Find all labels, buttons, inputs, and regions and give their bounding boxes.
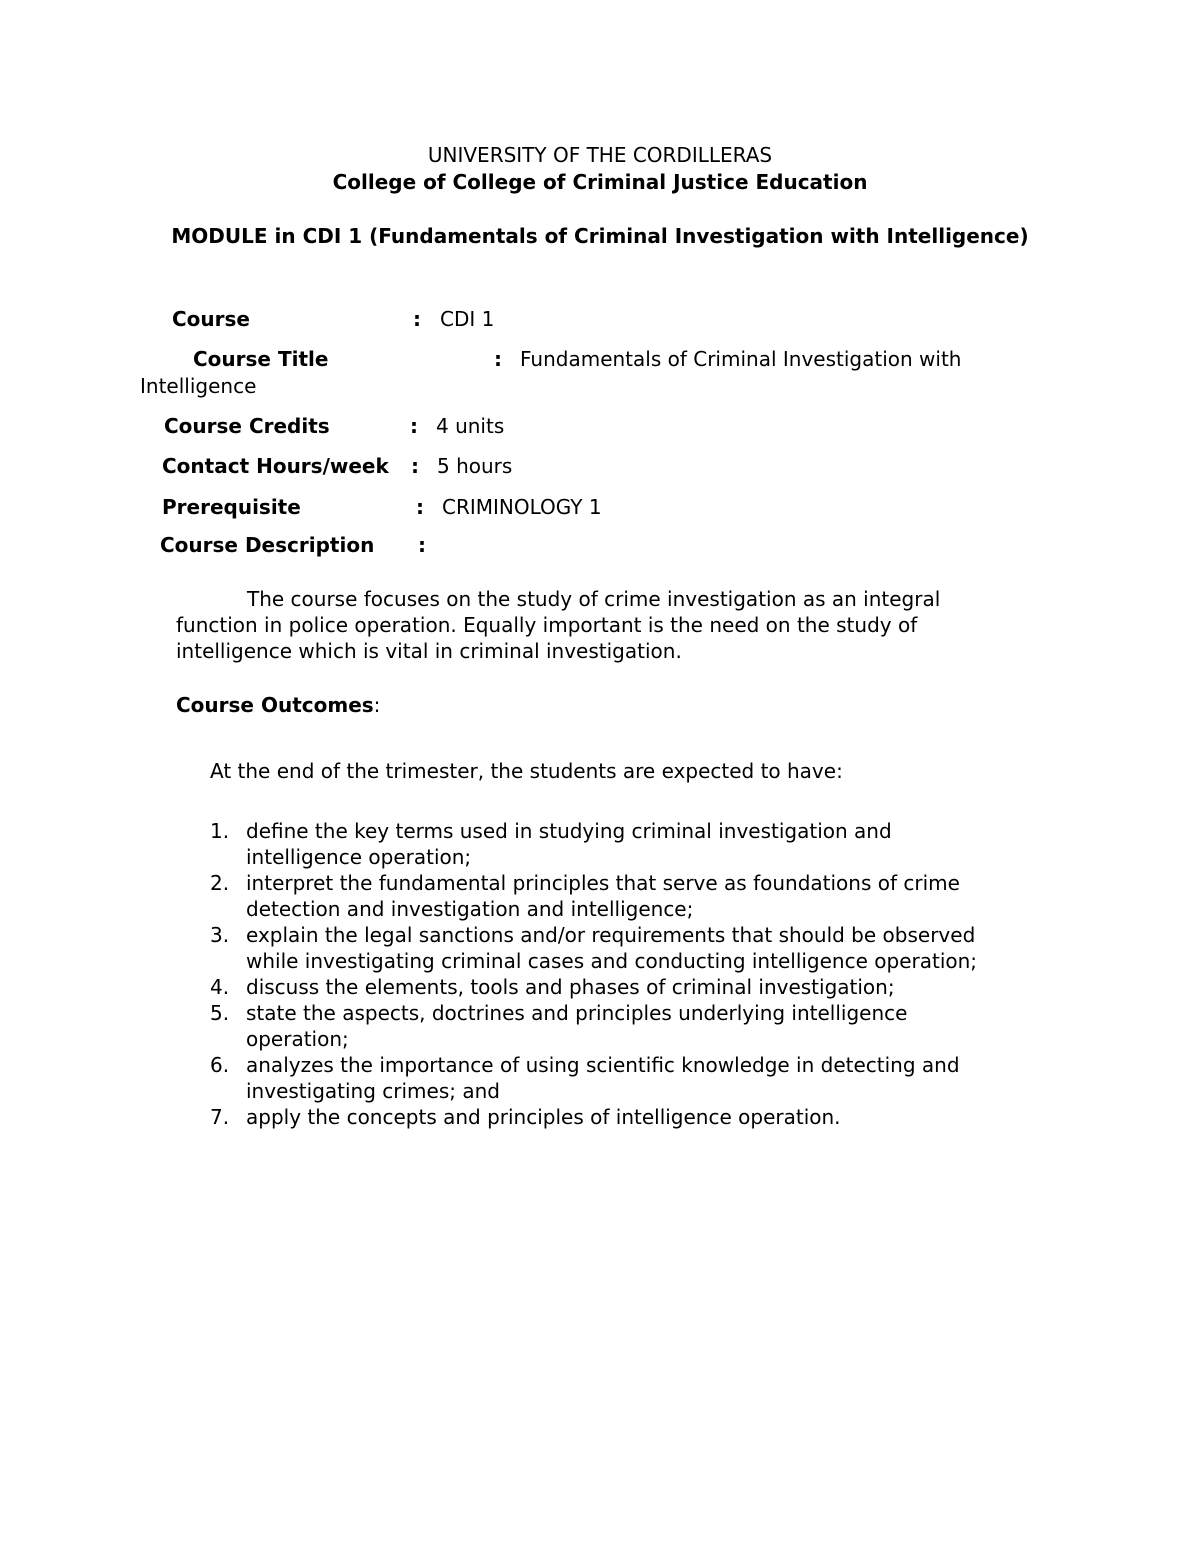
list-item-text: discuss the elements, tools and phases of criminal investigation; — [246, 975, 895, 999]
description-line: The course focuses on the study of crime investigation as an integral — [247, 587, 941, 611]
course-description-text — [176, 586, 1036, 664]
course-title-value-continued: Intelligence — [140, 374, 257, 398]
list-item-text: define the key terms used in studying criminal investigation and intelligence operation; — [246, 819, 892, 869]
list-item — [176, 1000, 1056, 1052]
module-title: MODULE in CDI 1 (Fundamentals of Criminal Investigation with Intelligence) — [171, 224, 1029, 248]
list-item — [176, 1052, 1056, 1104]
course-description-label: Course Description — [160, 533, 375, 557]
course-colon: : — [413, 307, 421, 331]
outcomes-list — [176, 818, 1056, 1130]
course-value: CDI 1 — [440, 307, 495, 331]
list-item-text: state the aspects, doctrines and principles underlying intelligence operation; — [246, 1001, 908, 1051]
description-line: intelligence which is vital in criminal investigation. — [176, 639, 682, 663]
course-outcomes-heading-text: Course Outcomes — [176, 693, 374, 717]
prerequisite-colon: : — [416, 495, 424, 519]
description-line: function in police operation. Equally important is the need on the study of — [176, 613, 918, 637]
college-name: College of College of Criminal Justice Education — [332, 170, 868, 194]
course-outcomes-heading-suffix: : — [373, 693, 381, 717]
list-item — [176, 818, 1056, 870]
university-name: UNIVERSITY OF THE CORDILLERAS — [427, 143, 773, 167]
list-item — [176, 974, 1056, 1000]
prerequisite-label: Prerequisite — [162, 495, 301, 519]
contact-hours-label: Contact Hours/week — [162, 454, 389, 478]
contact-hours-colon: : — [411, 454, 419, 478]
prerequisite-value: CRIMINOLOGY 1 — [442, 495, 602, 519]
course-credits-colon: : — [410, 414, 418, 438]
list-item-number: 6. — [210, 1053, 230, 1077]
list-item-text: analyzes the importance of using scientific knowledge in detecting and investigating crimes; and — [246, 1053, 960, 1103]
course-title-colon: : — [494, 347, 502, 371]
course-credits-value: 4 units — [436, 414, 505, 438]
outcomes-intro: At the end of the trimester, the students are expected to have: — [210, 759, 843, 783]
list-item-number: 3. — [210, 923, 230, 947]
list-item-text: apply the concepts and principles of intelligence operation. — [246, 1105, 841, 1129]
list-item-text: interpret the fundamental principles that serve as foundations of crime detection and investigation and intelligence; — [246, 871, 960, 921]
list-item-number: 7. — [210, 1105, 230, 1129]
list-item — [176, 1104, 1056, 1130]
list-item — [176, 922, 1056, 974]
list-item-number: 4. — [210, 975, 230, 999]
course-outcomes-heading — [176, 692, 380, 718]
list-item-number: 5. — [210, 1001, 230, 1025]
contact-hours-value: 5 hours — [437, 454, 513, 478]
list-item-number: 2. — [210, 871, 230, 895]
course-label: Course — [172, 307, 250, 331]
course-title-value: Fundamentals of Criminal Investigation with — [520, 347, 962, 371]
list-item — [176, 870, 1056, 922]
list-item-number: 1. — [210, 819, 230, 843]
course-credits-label: Course Credits — [164, 414, 330, 438]
course-description-colon: : — [418, 533, 426, 557]
list-item-text: explain the legal sanctions and/or requirements that should be observed while investigating criminal cases and conducting intelligence operation; — [246, 923, 978, 973]
course-title-label: Course Title — [193, 347, 329, 371]
